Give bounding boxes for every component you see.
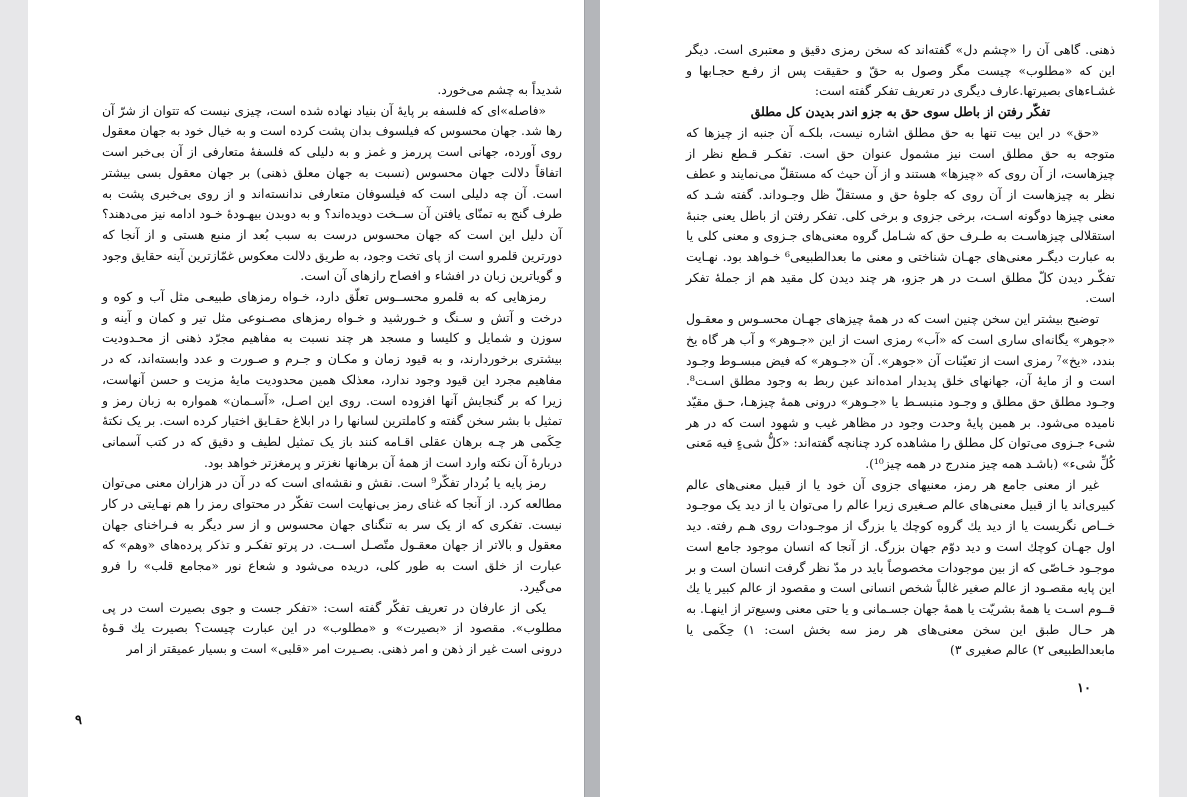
paragraph: «فاصله»ای که فلسفه بر پایهٔ آن بنیاد نهاده شده است، چیزی نیست که تتوان از شرّ آن رها شد. جهان محسوس که فیلسوف بدان پشت کرده است و به خیال خود به جهان معقول روی آورده، جهانی است پررمز و غمز و به دلیلی که فلسفهٔ متعارفی از آن بی‌خبر است اتفاقاً دلالت جهان محسوس (نسبت به جهان معلق ذهنی) بر جهان معقول بسی بیشتر است. آن چه دلیلی است که فیلسوفان متعارفی ندانسته‌اند و از روی بی‌خبری پشت به طرف گنج به تمنّای یافتن آن ســخت دویده‌اند؟ و به دوبدن بیهـودهٔ خـود ادامه نیز می‌دهند؟ آن دلیل این است که جهان محسوس درست به سبب بُعد از منبع هستی و از آنجا که دورترین قلمرو است از پای تخت وجود، به طریق دلالت معکوس غمّازترین آینه حقایق وجود و گویاترین زبان در افشاء و افصاح رازهای آن است. [102, 103, 562, 284]
paragraph: رمز پایه یا بُردار تفکّر⁹ است. نقش و نقشه‌ای است که در آن در هزاران معنی می‌توان مطالعه کرد. از آنجا که غنای رمز بی‌نهایت است تفکّر در محتوای رمز را هم نهـایتی در کار نیست. تفکری که از یک سر به تنگنای جهان محسوس و از سر دیگر به فـراخنای جهان معقول و بالاتر از جهان معقـول متّصـل اســت. در پرتو تفکـر و تذکر پرده‌های «وهم» که عبارت از خلق است به طور کلی، دریده می‌شود و شعاع نور «مجامع قلب» را فرو می‌گیرد. [102, 476, 562, 594]
page-number: ۹ [75, 713, 82, 728]
paragraph: ذهنی. گاهی آن را «چشم دل» گفته‌اند که سخن رمزی دقیق و معتبری است. دیگر این که «مطلوب» چیست مگر وصول به حقّ و حقیقت پس از رفـع حجـابها و غشـاءهای بصیرتها.عارف دیگری در تعریف تفکر گفته است: [686, 43, 1115, 99]
right-page [600, 0, 1159, 797]
verse-line: تفکّر رفتن از باطل سوی حق به جزو اندر بدیدن کل مطلق [750, 104, 1051, 120]
paragraph: غیر از معنی جامع هر رمز، معنیهای جزوی آن خود یا از قبیل معنی‌های عالم کبیری‌اند یا از قبیل معنی‌های عالم صـغیری زیرا عالم را می‌توان یا از دید یک موجـود خــاص نگریست یا از دید یك گروه کوچك یا بزرگ از موجـودات روی هـم رفته. دید اول جهـان کوچك است و دید دوّم جهان بزرگ. از آنجا که انسان موجود جامع است موجـود خـاصّی که از بین موجودات مخصوصاً باید در مدّ نظر گرفت انسان است و بر این پایه مقصـود از عالم صغیر غالباً شخص انسانی است و مقصود از عالم کبیر یا یك قــوم اسـت یا همهٔ بشریّت یا همهٔ جهان جسـمانی و یا حتی معنی وسیع‌تر از اینهـا. به هر حـال طبق این سخن معنی‌های هر رمز سه بخش است: ۱) حِکَمی یا مابعدالطبیعی ۲) عالم صغیری ۳) [686, 477, 1115, 658]
right-page-text [686, 40, 1115, 661]
left-page [28, 0, 584, 797]
paragraph: یکی از عارفان در تعریف تفکّر گفته است: «تفکر جست و جوی بصیرت است در پی مطلوب». مقصود از «بصیرت» و «مطلوب» در این عبارت چیست؟ بصیرت یك قـوهٔ درونی است غیر از ذهن و امر ذهنی. بصـیرت امر «قلبی» است و بسیار عمیقتر از امر [102, 600, 562, 656]
paragraph: رمزهایی که به قلمرو محســوس تعلّق دارد، خـواه رمزهای طبیعـی مثل آب و کوه و درخت و آتش و سـنگ و خـورشید و خـواه رمزهای مصـنوعی مثل تیر و کمان و آینه و سوزن و شمایل و کلیسا و مسجد هر چند نسبت به مفاهیم مجرّد ذهنی از محـدودیت بیشتری برخوردارند، و به قیود زمان و مکـان و جـرم و صـورت و عدد وابسته‌اند، که در مفاهیم مجرد این قیود وجود ندارد، معذلک همین محدودیت مایهٔ مزیت و حسن آنهاست، زیرا که بر گنجایش آنها افزوده است. روی این اصـل، «آسـمان» همواره به زبان رمز و تمثیل با بشر سخن گفته و کاملترین لسانها را در ابلاغ حقـایق اختیار کرده است. بر یک نکتهٔ حِکَمی هر چـه برهان عقلی اقـامه کنند باز یک تمثیل لطیف و دقیق که در کتب آسمانی دربارهٔ آن نکته وارد است از همهٔ آن برهانها نغزتر و پرمغزتر خواهد بود. [102, 290, 562, 470]
paragraph: شدیداً به چشم می‌خورد. [437, 83, 562, 97]
left-page-text [102, 80, 562, 660]
page-number: ۱۰ [1077, 681, 1091, 696]
paragraph: «حق» در این بیت تنها به حق مطلق اشاره نیست، بلکـه آن جنبه از چیزها که متوجه به حق مطلق است نیز مشمول عنوان حق است. تفکـر قـطع نظر از چیزهاست، از آن روی که «چیزها» هستند و از آن حیث که مستقلّ می‌نمایند و عطف نظر به چیزهاست از آن روی که جلوهٔ حق و مستقلّ ظل وجـوداند. گفته شـد که معنی چیزها دوگونه اسـت، برخی جزوی و برخی کلی. تفکر رفتن از باطل یعنی جنبهٔ استقلالی چیزهاسـت به طـرف حق که شـامل گروه معنی‌های جـزوی و معنی کلی یا به عبارت دیگـر معنی‌های جهـان شناختی و معنی ما بعدالطبیعی⁶ خـواهد بود. نهـایت تفکّـر دیدن کلّ مطلق اسـت در هر جزو، هر چند دیدن کل مقید هم از جملهٔ تفکر است. [686, 125, 1115, 306]
paragraph: توضیح بیشتر این سخن چنین است که در همهٔ چیزهای جهـان محسـوس و معقـول «جوهر» یگانه‌ای ساری است که «آب» رمزی است از این «جـوهر» و آب هر گاه یخ بندد، «یخ»⁷ رمزی است از تعیّنات آن «جوهر». آن «جـوهر» که فیض مبسـوط وجـود است و از مایهٔ آن، جهانهای خلق پدیدار امده‌اند عین ربط به وجود مطلق اسـت⁸. وجـود مطلق حق مطلق و وجـود منبسـط یا «جـوهر» درونی همهٔ چیزهـا، حـق مقیّد نامیده می‌شود. بر همین پایهٔ وحدت وجود در مظاهر غیب و شهود است که در هر شیء جـزوی می‌توان کل مطلق را مشاهده کرد چنانچه گفته‌اند: «کلُّ شیءٍ فیه مَعنی کُلِّ شیء» (باشـد همه چیز مندرج در همه چیز¹⁰). [686, 312, 1116, 472]
